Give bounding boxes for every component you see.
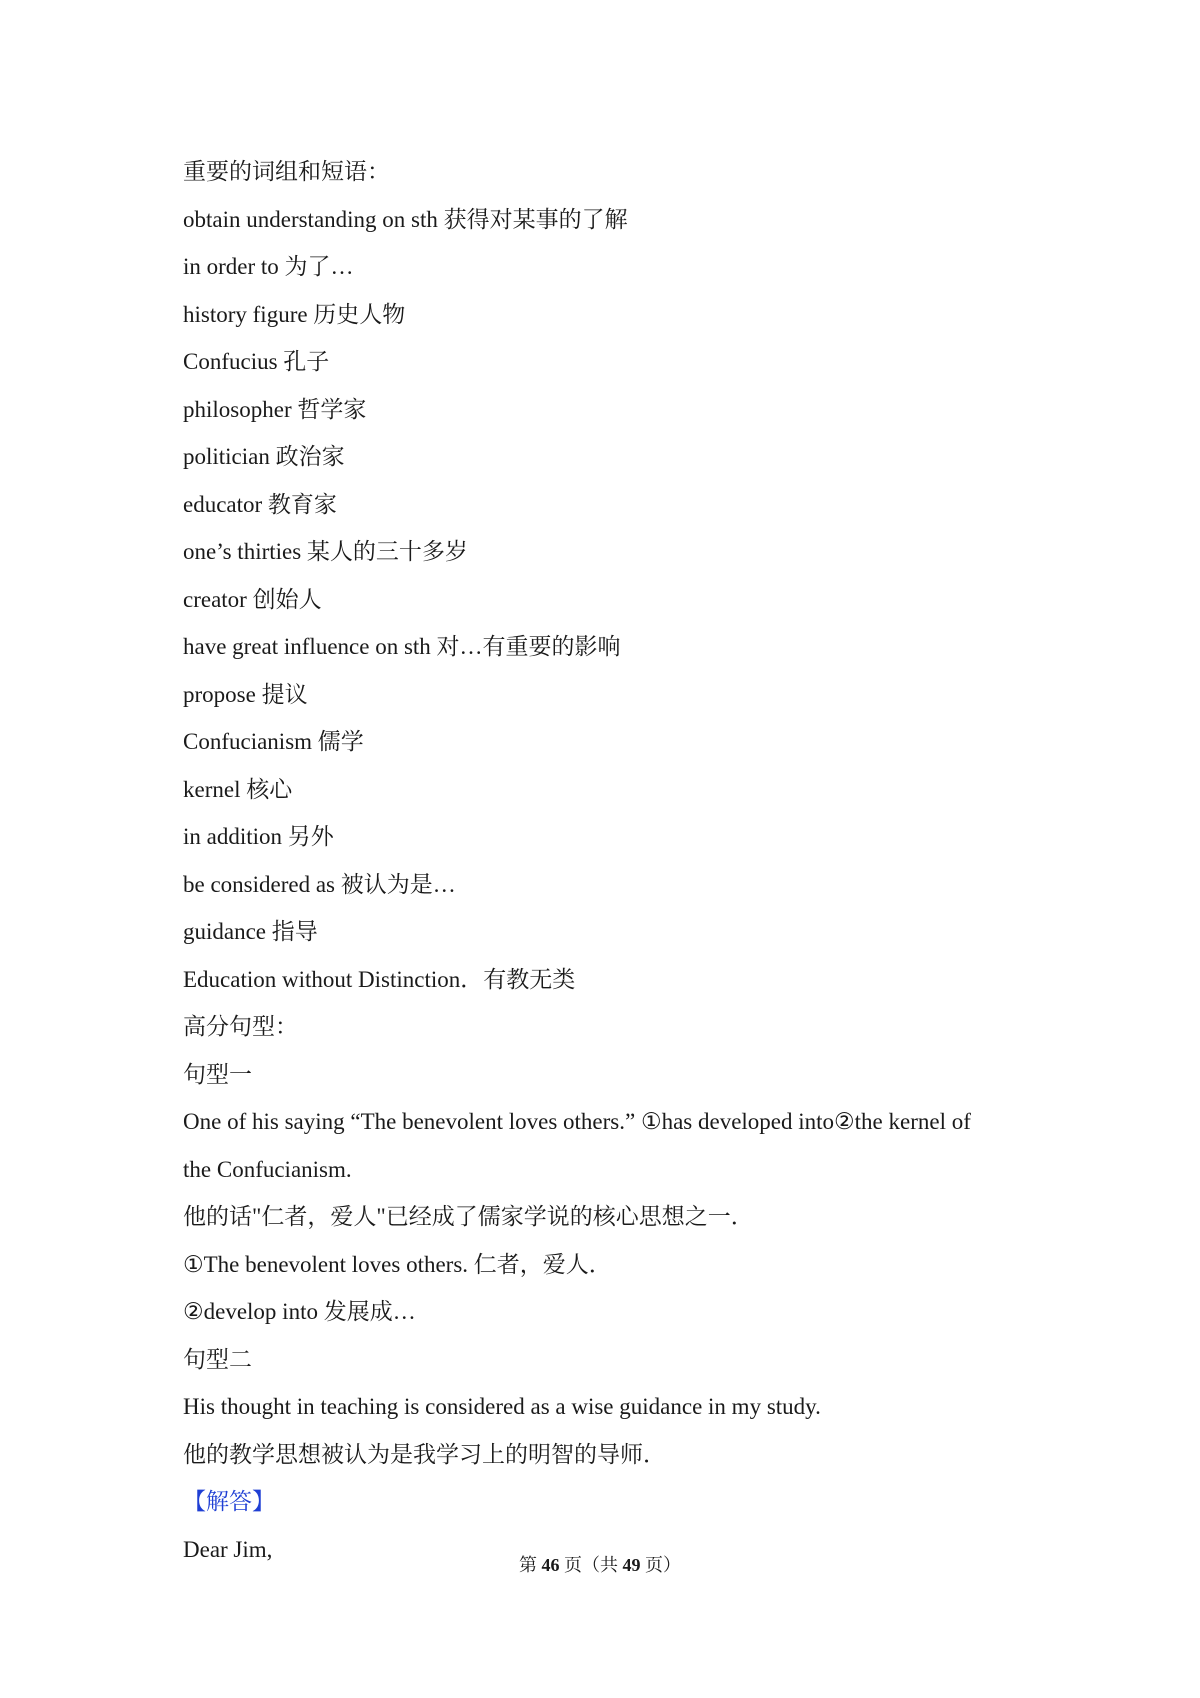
translation-line: 他的话"仁者，爱人"已经成了儒家学说的核心思想之一． [183,1204,754,1229]
page-footer [0,1553,1200,1577]
phrase-line: in addition 另外 [183,824,334,849]
footer-middle: 页（共 [564,1555,618,1575]
phrase-line: Confucianism 儒学 [183,729,364,754]
sentence-pattern-label: 句型二 [183,1346,252,1372]
sentence-line: One of his saying “The benevolent loves others.” ①has developed into②the kernel of [183,1109,971,1134]
phrase-line: be considered as 被认为是… [183,871,456,897]
footer-suffix: 页） [645,1555,681,1575]
phrase-line: philosopher 哲学家 [183,396,367,422]
section-heading-phrases: 重要的词组和短语： [183,159,390,184]
section-heading-sentences: 高分句型： [183,1014,298,1039]
translation-line: 他的教学思想被认为是我学习上的明智的导师． [183,1441,666,1467]
letter-salutation: Dear Jim, [183,1536,273,1562]
answer-heading: 【解答】 [183,1489,275,1514]
phrase-line: propose 提议 [183,681,308,707]
phrase-line: kernel 核心 [183,776,293,802]
sentence-pattern-label: 句型一 [183,1061,252,1087]
phrase-line: educator 教育家 [183,491,337,517]
phrase-line: Confucius 孔子 [183,349,330,374]
note-line: ②develop into 发展成… [183,1299,416,1324]
phrase-line: obtain understanding on sth 获得对某事的了解 [183,206,628,232]
sentence-line: His thought in teaching is considered as a wise guidance in my study. [183,1394,821,1419]
note-line: ①The benevolent loves others. 仁者，爱人． [183,1251,612,1277]
phrase-line: in order to 为了… [183,254,354,279]
footer-page-number: 46 [541,1555,560,1575]
phrase-line: one’s thirties 某人的三十多岁 [183,539,468,564]
phrase-line: guidance 指导 [183,919,318,944]
sentence-line: the Confucianism. [183,1156,352,1182]
phrase-line: politician 政治家 [183,444,345,469]
footer-prefix: 第 [519,1555,537,1575]
phrase-line: history figure 历史人物 [183,301,406,327]
document-body [183,148,1043,1573]
phrase-line: have great influence on sth 对…有重要的影响 [183,634,621,659]
footer-total-pages: 49 [622,1555,641,1575]
phrase-line: creator 创始人 [183,586,322,612]
phrase-line: Education without Distinction．有教无类 [183,966,576,992]
